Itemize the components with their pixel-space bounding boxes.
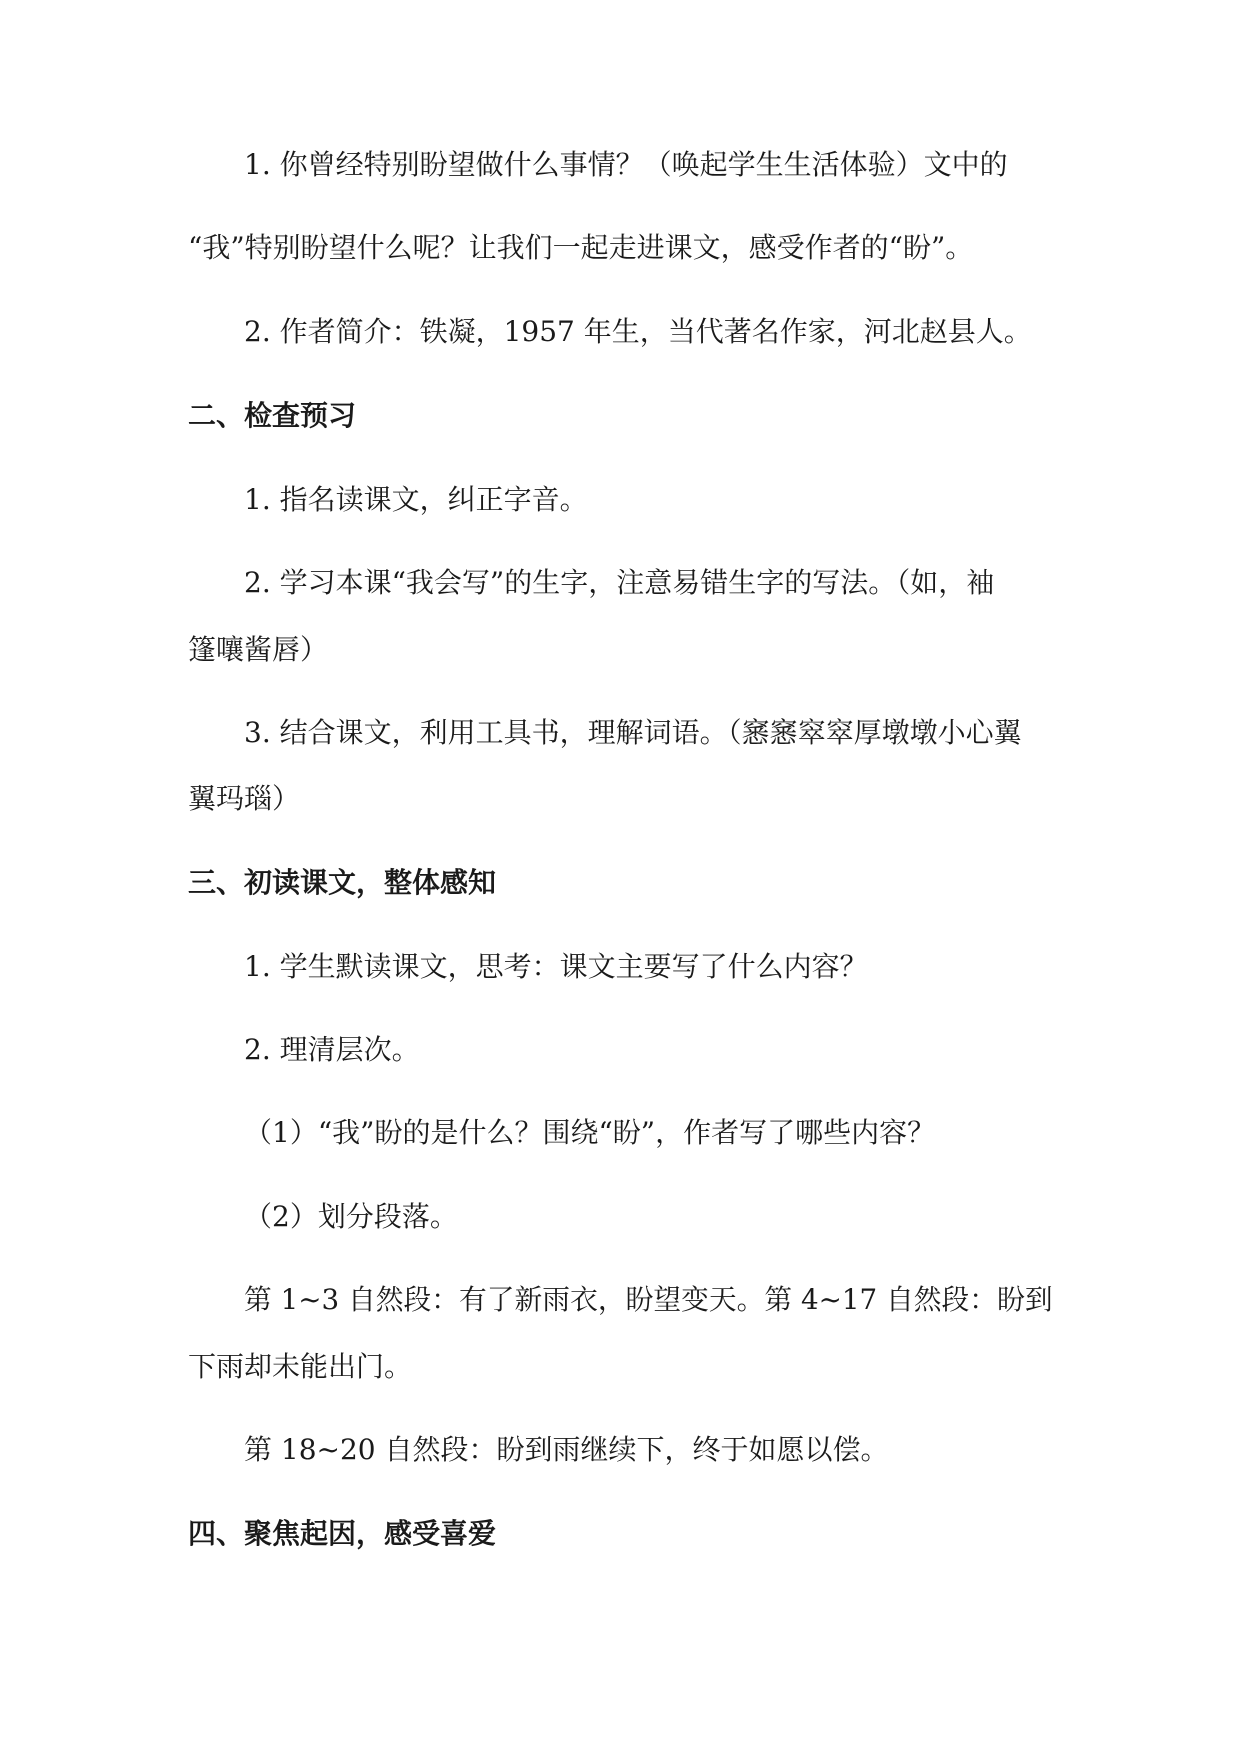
paragraph-line: 1. 指名读课文，纠正字音。 xyxy=(244,483,588,516)
paragraph-line: 篷嚷酱唇） xyxy=(188,633,329,666)
paragraph-line: 第 1~3 自然段：有了新雨衣，盼望变天。第 4~17 自然段：盼到 xyxy=(244,1283,1053,1316)
paragraph-line: 1. 你曾经特别盼望做什么事情？（唤起学生生活体验）文中的 xyxy=(244,148,1008,181)
paragraph-line: 2. 理清层次。 xyxy=(244,1033,420,1066)
paragraph-line: 2. 作者简介：铁凝，1957 年生，当代著名作家，河北赵县人。 xyxy=(244,315,1032,348)
paragraph-line: 翼玛瑙） xyxy=(188,782,301,815)
paragraph-line: 2. 学习本课“我会写”的生字，注意易错生字的写法。（如，袖 xyxy=(244,566,995,599)
paragraph-line: 下雨却未能出门。 xyxy=(188,1350,413,1383)
paragraph-line: （1）“我”盼的是什么？围绕“盼”，作者写了哪些内容？ xyxy=(244,1116,936,1149)
section-heading: 四、聚焦起因，感受喜爱 xyxy=(188,1517,497,1550)
paragraph-line: “我”特别盼望什么呢？让我们一起走进课文，感受作者的“盼”。 xyxy=(188,231,974,264)
paragraph-line: 1. 学生默读课文，思考：课文主要写了什么内容？ xyxy=(244,950,868,983)
section-heading: 二、检查预习 xyxy=(188,399,357,432)
section-heading: 三、初读课文，整体感知 xyxy=(188,866,497,899)
paragraph-line: （2）划分段落。 xyxy=(244,1200,458,1233)
paragraph-line: 3. 结合课文，利用工具书，理解词语。（窸窸窣窣厚墩墩小心翼 xyxy=(244,716,1022,749)
paragraph-line: 第 18~20 自然段：盼到雨继续下，终于如愿以偿。 xyxy=(244,1433,889,1466)
